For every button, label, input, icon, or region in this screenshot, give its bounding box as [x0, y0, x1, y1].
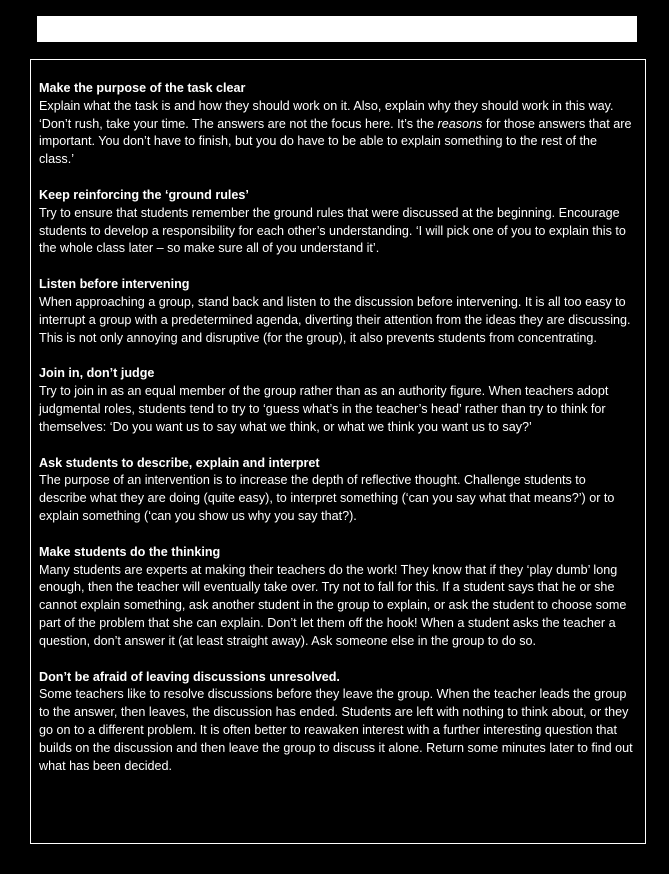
section-ground-rules: [39, 187, 633, 258]
section-heading: Don’t be afraid of leaving discussions unresolved.: [39, 669, 340, 684]
section-body-text: for those answers that are important. You don’t have to finish, but you do have to be able to explain something to the rest of the class.’: [39, 116, 632, 167]
emphasis-text: reasons: [437, 116, 483, 131]
section-body-text: Explain what the task is and how they should work on it. Also, explain why they should work in this way. ‘Don’t rush, take your time. The answers are not the focus here. It’s the: [39, 98, 614, 131]
section-heading: Make the purpose of the task clear: [39, 81, 246, 95]
section-body: Try to join in as an equal member of the group rather than as an authority figure. When teachers adopt judgmental roles, students tend to try to ‘guess what’s in the teacher’s head’ rather than try to think for themselves: ‘Do you want us to say what we think, or what we think you want us to say?’: [39, 384, 609, 434]
section-heading: Join in, don’t judge: [39, 366, 155, 381]
section-listen-before-intervening: [39, 276, 633, 347]
section-heading: Ask students to describe, explain and interpret: [39, 455, 320, 470]
section-body: When approaching a group, stand back and listen to the discussion before intervening. It is all too easy to interrupt a group with a predetermined agenda, diverting their attention from the ideas they are discussing. This is not only annoying and disruptive (for the group), it also prevents students from concentrating.: [39, 294, 631, 345]
section-heading: Make students do the thinking: [39, 544, 221, 559]
section-describe-explain-interpret: [39, 455, 633, 526]
section-heading: Keep reinforcing the ‘ground rules’: [39, 187, 249, 202]
section-students-do-thinking: [39, 544, 633, 651]
section-body: Try to ensure that students remember the ground rules that were discussed at the beginning. Encourage students to develop a responsibility for each other’s understanding. ‘I will pick one of you to explain this to the whole class later – so make sure all of you understand it’.: [39, 205, 626, 256]
section-body: The purpose of an intervention is to increase the depth of reflective thought. Challenge students to describe what they are doing (quite easy), to interpret something (‘can you say what that means?’) or to explain something (‘can you show us why you say that?).: [39, 473, 615, 523]
section-unresolved-discussions: [39, 669, 633, 776]
title-bar: [37, 16, 637, 42]
section-heading: Listen before intervening: [39, 277, 190, 292]
section-body: Some teachers like to resolve discussions before they leave the group. When the teacher leads the group to the answer, then leaves, the discussion has ended. Students are left with nothing to think about, or they go on to a different problem. It is often better to reawaken interest with a further interesting question that builds on the discussion and then leave the group to discuss it alone. Return some minutes later to find out what has been decided.: [39, 687, 633, 773]
section-body: [39, 98, 633, 169]
section-body: Many students are experts at making their teachers do the work! They know that if they ‘play dumb’ long enough, then the teacher will eventually take over. Try not to fall for this. If a student says that he or she cannot explain something, ask another student in the group to explain, or ask the student to choose some part of the problem that she can explain. Don’t let them off the hook! When a student asks the teacher a question, don’t answer it (at least straight away). Ask someone else in the group to do so.: [39, 562, 627, 648]
guidance-panel: [30, 59, 646, 844]
section-join-in: [39, 365, 633, 436]
section-task-purpose: [39, 80, 633, 169]
